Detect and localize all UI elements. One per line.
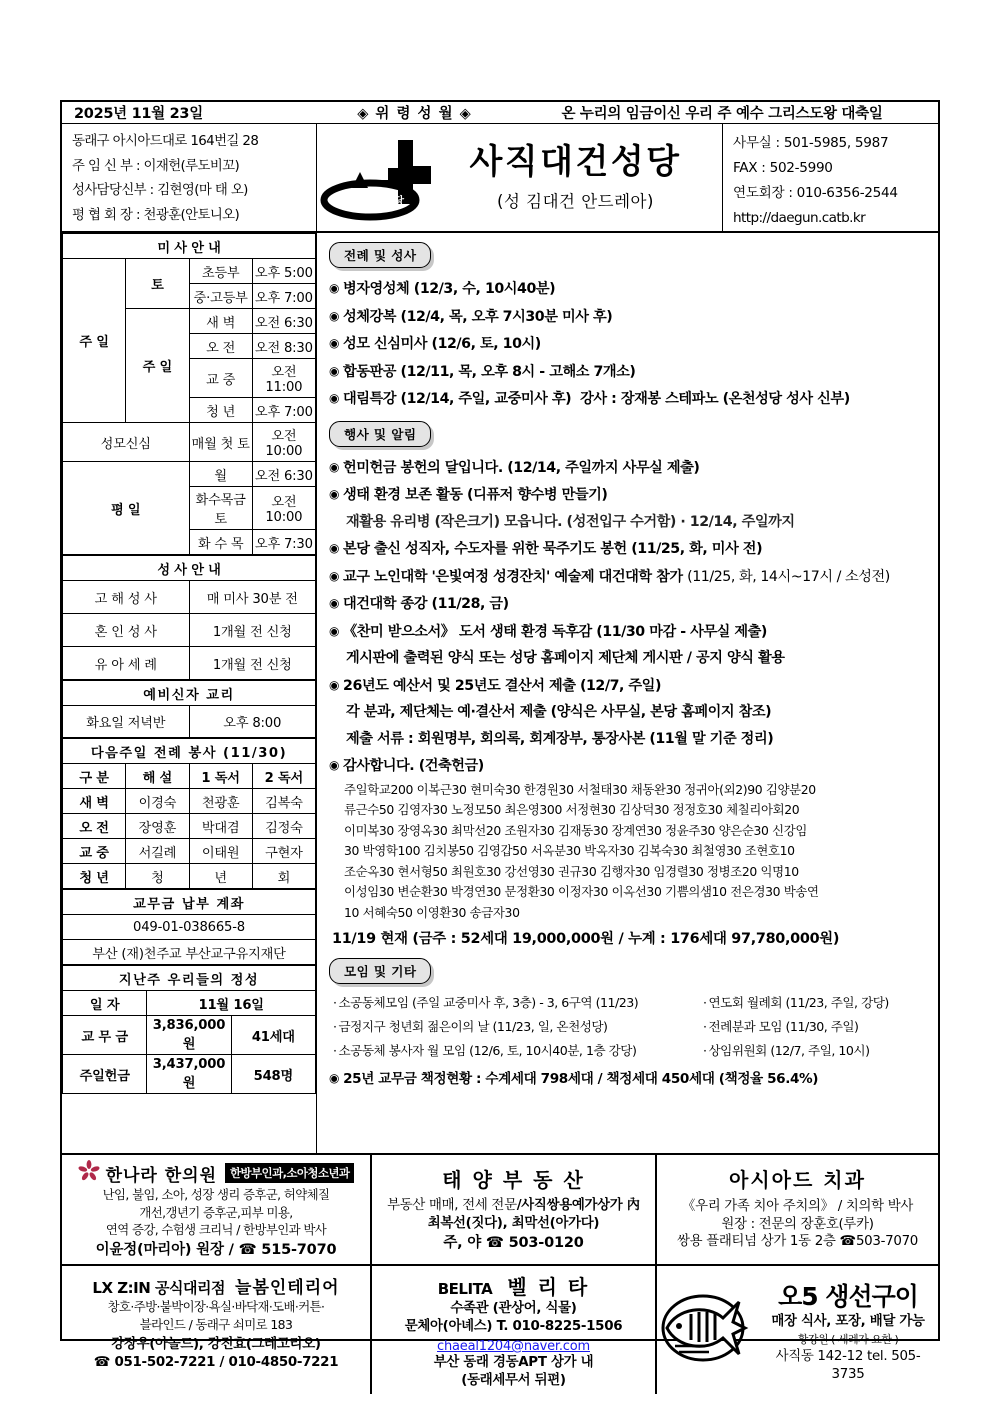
ad-heading: [66, 1160, 366, 1186]
service-cell: 서길례: [126, 839, 189, 864]
sacrament-guide-table: [62, 555, 316, 680]
header-center: [317, 124, 723, 231]
marian-devotion-time: 오전 10:00: [252, 423, 315, 462]
ad-taeyang-realestate[interactable]: [372, 1155, 657, 1264]
bullet-icon: ◉: [329, 568, 340, 583]
list-item: [329, 385, 930, 413]
parish-website-link[interactable]: http://daegun.catb.kr: [733, 210, 866, 226]
mass-row-name: 오 전: [189, 334, 252, 359]
bullet-icon: ◉: [329, 541, 340, 555]
event-item-subtext: 각 분과, 제단체는 예·결산서 제출 (양식은 사무실, 본당 홈페이지 참조): [346, 704, 772, 720]
mass-row-time: 오후 5:00: [252, 259, 315, 284]
mass-row-name: 초등부: [189, 259, 252, 284]
ad-contact[interactable]: 쌍용 플래티넘 상가 1동 2층 ☎503-7070: [676, 1234, 919, 1249]
offering-account-number: 049-01-038665-8: [63, 915, 316, 940]
list-item: [329, 672, 930, 700]
mass-row-time: 오전 8:30: [252, 334, 315, 359]
offering-count: 41세대: [231, 1016, 315, 1055]
ad-detail-line: [376, 1197, 651, 1215]
table-row: [63, 864, 316, 889]
office-fax: FAX : 502-5990: [733, 160, 833, 176]
meeting-text: 금정지구 청년회 젊은이의 날 (11/23, 일, 온천성당): [338, 1019, 608, 1034]
liturgy-item-text: 병자영성체 (12/3, 수, 10시40분): [343, 281, 556, 297]
meeting-text: 소공동체모임 (주일 교중미사 후, 3층) - 3, 6구역 (11/23): [338, 995, 639, 1010]
body-split: [62, 233, 938, 1153]
office-contact-block: [723, 124, 938, 231]
mass-row-time: 오후 7:30: [252, 530, 315, 555]
ad-asiad-dental[interactable]: [657, 1155, 938, 1264]
mass-row-name: 월: [189, 462, 252, 487]
dot-icon: ·: [703, 1019, 707, 1034]
service-cell: 이태원: [189, 839, 252, 864]
list-item: [329, 303, 930, 331]
ad-detail-bold: /사직쌍용예가상가 內: [516, 1198, 640, 1213]
fish-icon: [661, 1288, 756, 1372]
meetings-section-pill: 모임 및 기타: [329, 958, 431, 984]
meeting-text: 소공동체 봉사자 월 모임 (12/6, 토, 10시40분, 1층 강당): [338, 1043, 637, 1058]
service-cell: 박대겸: [189, 814, 252, 839]
marian-devotion-label: 성모신심: [63, 423, 190, 462]
ad-detail-line: 난임, 불임, 소아, 성장 생리 증후군, 허약체질: [102, 1187, 330, 1202]
mass-row-time: 오전 6:30: [252, 462, 315, 487]
dot-icon: ·: [333, 995, 337, 1010]
parish-address: 동래구 아시아드대로 164번길 28: [72, 134, 259, 149]
last-week-offering-table: [62, 965, 316, 1094]
ad-heading: [66, 1273, 366, 1298]
ad-detail-line: (동래세무서 뒤편): [461, 1372, 566, 1388]
dot-icon: ·: [333, 1043, 337, 1058]
meeting-text: 전례분과 모임 (11/30, 주일): [708, 1019, 859, 1034]
ad-brand-latin: BELITA: [437, 1280, 493, 1298]
mass-guide-title: 미 사 안 내: [63, 234, 316, 259]
feast-title: 온 누리의 임금이신 우리 주 예수 그리스도왕 대축일: [561, 106, 883, 122]
table-row: [63, 1016, 316, 1055]
donor-line: 이성임30 변순환30 박경연30 문정환30 이정자30 이옥선30 기쁨의샘10 전은경30 박송연: [344, 884, 819, 899]
ad-title: 오5 생선구이: [778, 1282, 918, 1311]
event-item-subtext: 제출 서류 : 회원명부, 회의록, 회계장부, 통장사본 (11월 말 기준 정리): [346, 730, 774, 747]
parish-contact-block: [62, 124, 317, 231]
catechumen-class-name: 화요일 저녁반: [63, 706, 190, 738]
ad-detail-line: 강장우(아놀드), 강진효(그레고리오): [111, 1337, 321, 1352]
ad-detail-line: 원장 : 전문의 장훈호(루카): [721, 1216, 874, 1232]
left-column: [62, 233, 317, 1153]
service-cell: 김정숙: [252, 814, 315, 839]
sacrament-info: 1개월 전 신청: [189, 647, 316, 680]
service-cell: 청: [126, 864, 189, 889]
col-header-reading2: 2 독서: [252, 764, 315, 789]
liturgy-item-text: 합동판공 (12/11, 목, 오후 8시 - 고해소 7개소): [343, 363, 636, 380]
header-top-bar: [62, 102, 938, 124]
dot-icon: ·: [333, 1019, 337, 1034]
bullet-icon: ◉: [329, 1071, 340, 1085]
table-row: [63, 1055, 316, 1094]
offering-amount: 3,836,000원: [147, 1016, 231, 1055]
bullet-icon: ◉: [329, 758, 340, 772]
ad-detail-line: 창호·주방·붙박이장·욕실·바닥재·도배·커튼·: [107, 1299, 325, 1314]
list-item: [703, 1039, 889, 1063]
ad-text-block: [762, 1277, 934, 1383]
mass-row-name: 화수목금토: [189, 487, 252, 530]
bullet-icon: ◉: [329, 677, 340, 692]
building-fund-total: 11/19 현재 (금주 : 52세대 19,000,000원 / 누계 : 176세대 97,780,000원): [332, 931, 840, 947]
mass-row-name: 화 수 목: [189, 530, 252, 555]
ad-title: 벨 리 타: [507, 1275, 590, 1299]
event-item-text: 대건대학 종강 (11/28, 금): [343, 596, 509, 612]
sacrament-guide-title: 성 사 안 내: [63, 556, 316, 581]
ad-contact[interactable]: 사직동 142-12 tel. 505-3735: [775, 1349, 921, 1382]
office-phone: 사무실 : 501-5985, 5987: [733, 135, 889, 151]
last-week-date-label: 일 자: [63, 991, 147, 1016]
ad-detail-line: 《우리 가족 치아 주치의》 / 치의학 박사: [681, 1199, 914, 1214]
offering-label: 교 무 금: [63, 1016, 147, 1055]
ad-brand-prefix: LX Z:IN 공식대리점: [92, 1279, 225, 1297]
list-item: [329, 590, 930, 618]
catechumen-table: [62, 680, 316, 738]
mass-row-name: 중·고등부: [189, 284, 252, 309]
list-item: [333, 1015, 703, 1039]
donor-line: 이미복30 장영옥30 최막선20 조원자30 김재동30 장계연30 정윤주30 양은순30 신강임: [344, 822, 807, 838]
mass-row-name: 교 중: [189, 359, 252, 398]
meeting-text: 상임위원회 (12/7, 주일, 10시): [708, 1043, 870, 1058]
service-cell: 김복숙: [252, 789, 315, 814]
donor-line: 10 서혜숙50 이영환30 송금자30: [344, 904, 520, 920]
liturgy-item-text: 대림특강 (12/14, 주일, 교중미사 후): [343, 391, 572, 407]
ad-hanara-clinic[interactable]: [62, 1155, 372, 1264]
sacrament-name: 혼 인 성 사: [63, 614, 190, 647]
offering-account-title: 교무금 납부 계좌: [63, 890, 316, 915]
svg-text:사직 대건 성당: 사직 대건 성당: [335, 194, 405, 207]
bullet-icon: ◉: [329, 596, 340, 610]
donor-line: 30 박영학100 김치봉50 김영갑50 서옥분30 박옥자30 김복숙30 최철영30 조현호10: [344, 843, 795, 858]
next-sunday-service-table: [62, 738, 316, 889]
parish-pastor: 주 임 신 부 : 이재헌(루도비꼬): [72, 158, 240, 174]
mass-saturday-label: 토: [126, 259, 189, 309]
ad-o5-grilled-fish[interactable]: [657, 1266, 938, 1394]
bullet-icon: ◉: [329, 308, 340, 323]
service-cell: 천광훈: [189, 789, 252, 814]
liturgy-section-pill: 전례 및 성사: [329, 242, 431, 268]
event-item-text: 교구 노인대학 '은빛여정 성경잔치' 예술제 대건대학 참가: [343, 568, 683, 585]
ad-detail-line: 매장 식사, 포장, 배달 가능: [771, 1314, 925, 1329]
ad-contact[interactable]: 문체아(아녜스) T. 010-8225-1506: [404, 1318, 623, 1334]
list-item: [329, 535, 930, 563]
sacrament-info: 매 미사 30분 전: [189, 581, 316, 614]
bullet-icon: ◉: [329, 391, 340, 405]
mass-guide-table: [62, 233, 316, 555]
bullet-icon: ◉: [329, 363, 340, 378]
event-item-subtext: 재활용 유리병 (작은크기) 모읍니다. (성전입구 수거함) · 12/14, 주일까지: [346, 513, 795, 530]
church-logo-icon: [317, 128, 435, 228]
service-row-label: 오 전: [63, 814, 126, 839]
list-item: [703, 1015, 889, 1039]
ad-email-link[interactable]: [376, 1335, 651, 1354]
list-item: [329, 481, 930, 509]
event-item-detail: (11/25, 화, 14시~17시 / 소성전): [687, 568, 890, 585]
table-row: [63, 839, 316, 864]
liturgy-item-text: 성모 신심미사 (12/6, 토, 10시): [343, 336, 541, 352]
month-theme: ◈ 위 령 성 월 ◈: [357, 106, 472, 122]
list-item: [329, 752, 930, 780]
event-item-text: 본당 출신 성직자, 수도자를 위한 묵주기도 봉헌 (11/25, 화, 미사 전): [343, 541, 763, 557]
weekday-label: 평 일: [63, 462, 190, 555]
offering-amount: 3,437,000원: [147, 1055, 231, 1094]
ad-row-top: [62, 1155, 938, 1266]
bullet-icon: ◉: [329, 623, 340, 638]
sacrament-info: 1개월 전 신청: [189, 614, 316, 647]
liturgy-announcement-list: [329, 275, 930, 413]
liturgy-item-text: 성체강복 (12/4, 목, 오후 7시30분 미사 후): [343, 308, 613, 325]
ad-inner: [661, 1271, 934, 1389]
ad-row-bottom: [62, 1266, 938, 1394]
offering-count: 548명: [231, 1055, 315, 1094]
ad-belita-aquarium[interactable]: [372, 1266, 657, 1394]
service-cell: 년: [189, 864, 252, 889]
liturgy-item-speaker: 강사 : 장재봉 스테파노 (온천성당 성사 신부): [580, 391, 850, 407]
donor-line: 조순옥30 현서형50 최원호30 강선영30 권규30 김행자30 임경렬30 정병조20 익명10: [344, 863, 799, 879]
mass-row-time: 오전 10:00: [252, 487, 315, 530]
marian-devotion-name: 매월 첫 토: [189, 423, 252, 462]
service-cell: 장영훈: [126, 814, 189, 839]
sacrament-name: 고 해 성 사: [63, 581, 190, 614]
event-item-text: 26년도 예산서 및 25년도 결산서 제출 (12/7, 주일): [343, 677, 661, 694]
meetings-right-col: [703, 991, 889, 1063]
ad-email-text: chaeal1204@naver.com: [437, 1339, 590, 1354]
dot-icon: ·: [703, 1043, 707, 1058]
bullet-icon: ◉: [329, 281, 340, 295]
mass-sunday-label: 주 일: [126, 309, 189, 423]
list-item: [329, 563, 930, 591]
event-item-text: 감사합니다. (건축헌금): [343, 758, 484, 774]
budget-status-line: [329, 1067, 930, 1087]
ad-detail-line: 개선,갱년기 증후군,피부 미용,: [139, 1204, 293, 1220]
ad-contact[interactable]: 이윤정(마리아) 원장 / ☎ 515-7070: [95, 1241, 337, 1258]
ad-owner: 황강원 ( 세례자 요한 ): [797, 1332, 899, 1346]
list-item: [329, 454, 930, 482]
bullet-icon: ◉: [329, 459, 340, 474]
right-column: [317, 233, 938, 1153]
col-header-reading1: 1 독서: [189, 764, 252, 789]
list-item: [329, 358, 930, 386]
offering-account-table: [62, 889, 316, 965]
donor-line: 주일학교200 이복근30 현미숙30 한경원30 서철태30 채동완30 정귀아(외2)90 김양분20: [344, 781, 816, 797]
issue-date: 2025년 11월 23일: [74, 106, 203, 122]
ad-title: 늘봄인테리어: [235, 1278, 340, 1298]
mass-row-name: 새 벽: [189, 309, 252, 334]
col-header-commentator: 해 설: [126, 764, 189, 789]
dot-icon: ·: [703, 995, 707, 1010]
catechumen-title: 예비신자 교리: [63, 681, 316, 706]
last-week-date-value: 11월 16일: [147, 991, 316, 1016]
ad-contact[interactable]: ☎ 051-502-7221 / 010-4850-7221: [93, 1354, 339, 1370]
list-item: [333, 991, 703, 1015]
service-row-label: 새 벽: [63, 789, 126, 814]
list-item: [329, 275, 930, 303]
ad-title: 한나라 한의원: [105, 1165, 218, 1186]
event-item-text: 헌미헌금 봉헌의 달입니다. (12/14, 주일까지 사무실 제출): [343, 459, 700, 476]
event-item-text: 《찬미 받으소서》 도서 생태 환경 독후감 (11/30 마감 - 사무실 제출): [343, 623, 767, 640]
ad-heading: [376, 1271, 651, 1300]
meetings-grid: [333, 991, 930, 1063]
ad-detail-light: 부동산 매매, 전세 전문: [387, 1198, 517, 1213]
bullet-icon: ◉: [329, 487, 340, 501]
bullet-icon: ◉: [329, 336, 340, 350]
ad-detail-line: 블라인드 / 동래구 쇠미로 183: [139, 1316, 293, 1332]
ad-detail-line: 최복선(짓다), 최막선(아가다): [427, 1215, 600, 1231]
mass-row-name: 청 년: [189, 398, 252, 423]
sacrament-name: 유 아 세 례: [63, 647, 190, 680]
parish-sacrament-priest: 성사담당신부 : 김현영(마 태 오): [72, 183, 248, 198]
ad-contact[interactable]: 주, 야 ☎ 503-0120: [443, 1235, 584, 1251]
offering-account-bank: 부산 (재)천주교 부산교구유지재단: [63, 940, 316, 965]
ad-detail-line: 연역 증강, 수험생 크리닉 / 한방부인과 박사: [105, 1222, 327, 1237]
mass-row-time: 오전 6:30: [252, 309, 315, 334]
bulletin-sheet: [60, 100, 940, 1388]
events-section-pill: 행사 및 알림: [329, 421, 431, 447]
service-cell: 이경숙: [126, 789, 189, 814]
list-item: [329, 330, 930, 358]
col-header-division: 구 분: [63, 764, 126, 789]
service-cell: 회: [252, 864, 315, 889]
service-row-label: 청 년: [63, 864, 126, 889]
mass-row-time: 오전 11:00: [252, 359, 315, 398]
last-week-title: 지난주 우리들의 정성: [63, 966, 316, 991]
donor-list: [327, 780, 930, 924]
event-item-subtext: 게시판에 출력된 양식 또는 성당 홈페이지 제단체 게시판 / 공지 양식 활용: [346, 650, 785, 666]
catechumen-class-time: 오후 8:00: [189, 706, 316, 738]
mass-row-time: 오후 7:00: [252, 284, 315, 309]
mass-row-time: 오후 7:00: [252, 398, 315, 423]
church-name: 사직대건성당: [469, 141, 682, 182]
meeting-text: 연도회 월례회 (11/23, 주일, 강당): [708, 995, 889, 1010]
ad-title: 아시아드 치과: [729, 1168, 866, 1192]
header-main: [62, 124, 938, 233]
next-sunday-service-title: 다음주일 전례 봉사 (11/30): [63, 739, 316, 764]
yeondo-chair-phone: 연도회장 : 010-6356-2544: [733, 185, 898, 201]
list-item: [333, 1039, 703, 1063]
budget-status-text: 25년 교무금 책정현황 : 수계세대 798세대 / 책정세대 450세대 (책정율 56.4%): [343, 1071, 819, 1087]
ad-detail-line: 수족관 (관상어, 식물): [450, 1301, 577, 1316]
events-announcement-list: [329, 454, 930, 780]
list-item: [703, 991, 889, 1015]
meetings-left-col: [333, 991, 703, 1063]
ad-neulbom-interior[interactable]: [62, 1266, 372, 1394]
ad-specialty-tag: 한방부인과,소아청소년과: [225, 1163, 354, 1183]
donor-line: 류근수50 김영자30 노정모50 최은영300 서정현30 김상덕30 정정호30 체칠리아회20: [344, 802, 800, 817]
flower-icon: [78, 1160, 100, 1186]
advertisement-area: [62, 1153, 938, 1394]
event-item-text: 생태 환경 보존 활동 (디퓨저 향수병 만들기): [343, 487, 608, 503]
table-row: [63, 814, 316, 839]
list-item: [329, 618, 930, 646]
parish-council-chair: 평 협 회 장 : 천광훈(안토니오): [72, 207, 240, 223]
service-row-label: 교 중: [63, 839, 126, 864]
offering-label: 주일헌금: [63, 1055, 147, 1094]
mass-group-sunday: 주 일: [63, 259, 126, 423]
ad-title: 태 양 부 동 산: [442, 1168, 585, 1192]
church-subtitle: (성 김대건 안드레아): [497, 192, 654, 212]
table-row: [63, 789, 316, 814]
church-title-block: [435, 143, 722, 212]
ad-detail-line: 부산 동래 경동APT 상가 내: [433, 1355, 594, 1370]
service-cell: 구현자: [252, 839, 315, 864]
